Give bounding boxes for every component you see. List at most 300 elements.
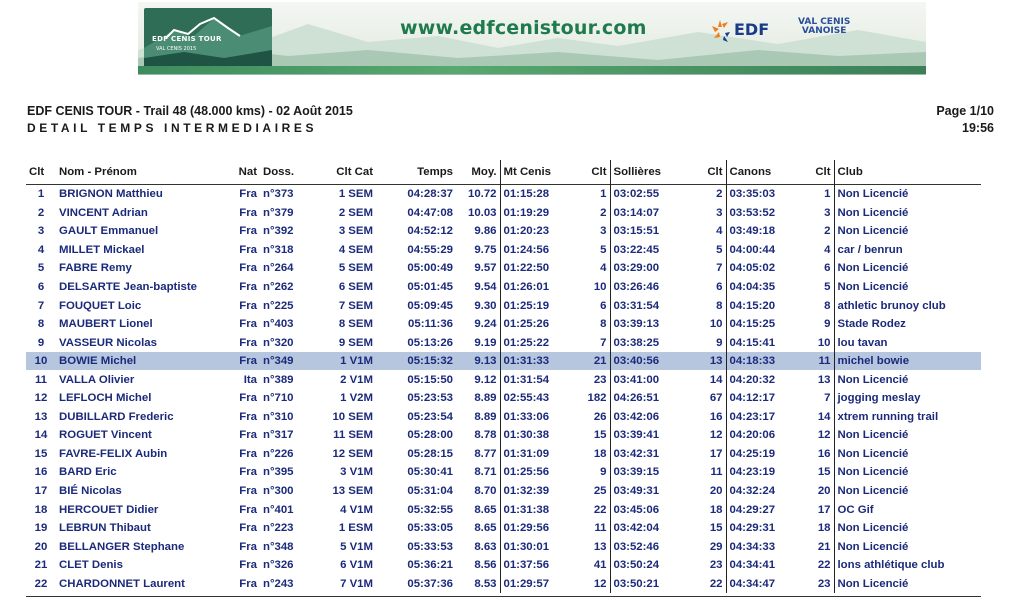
table-row xyxy=(26,185,981,204)
split-canons-cell: 04:29:31 xyxy=(726,519,806,538)
split-canons-cell: 04:32:24 xyxy=(726,482,806,501)
split-canons-cell: 04:23:19 xyxy=(726,463,806,482)
table-row xyxy=(26,556,981,575)
nationality-cell: Fra xyxy=(224,352,260,371)
runner-name-cell: VINCENT Adrian xyxy=(59,206,148,219)
rank-canons-cell: 5 xyxy=(824,281,831,293)
club-name-cell: Non Licencié xyxy=(834,574,981,593)
split-mt-cenis-cell: 01:33:06 xyxy=(500,408,582,427)
rank-cell: 13 xyxy=(34,410,48,423)
rank-mt-cenis-cell: 5 xyxy=(600,243,607,256)
average-speed-cell: 9.57 xyxy=(474,262,497,275)
average-speed-cell: 8.89 xyxy=(474,392,497,405)
category-rank-cell: 12 SEM xyxy=(332,447,373,460)
rank-canons-cell: 22 xyxy=(817,559,831,572)
bib-number-cell: n°226 xyxy=(263,447,294,460)
bib-number-cell: n°223 xyxy=(263,522,294,535)
table-row xyxy=(26,500,981,519)
category-rank-cell: 3 SEM xyxy=(338,225,373,238)
rank-canons-cell: 2 xyxy=(824,225,831,238)
rank-canons-cell: 10 xyxy=(817,336,831,349)
nationality-cell: Fra xyxy=(239,540,257,553)
nationality-cell: Fra xyxy=(239,225,257,238)
category-rank-cell: 2 V1M xyxy=(340,373,373,386)
runner-name-cell: ROGUET Vincent xyxy=(59,429,152,442)
nationality-cell: Fra xyxy=(239,410,257,423)
split-sollieres-cell: 03:50:21 xyxy=(610,574,698,593)
finish-time-cell: 05:36:21 xyxy=(407,559,453,572)
club-name-cell: car / benrun xyxy=(834,241,981,260)
runner-name-cell: BOWIE Michel xyxy=(56,352,224,371)
finish-time-cell: 05:00:49 xyxy=(407,262,453,275)
col-header-nat: Nat xyxy=(238,166,257,178)
split-sollieres-cell: 03:39:15 xyxy=(610,463,698,482)
runner-name-cell: VASSEUR Nicolas xyxy=(59,336,157,349)
rank-canons-cell: 1 xyxy=(824,188,831,201)
col-header-mt-cenis: Mt Cenis xyxy=(500,160,582,185)
club-name-cell: Stade Rodez xyxy=(834,315,981,334)
category-rank-cell: 5 SEM xyxy=(338,262,373,275)
nationality-cell: Fra xyxy=(239,299,257,312)
bib-number-cell: n°349 xyxy=(260,352,312,371)
rank-canons-cell: 9 xyxy=(824,318,831,331)
nationality-cell: Fra xyxy=(239,188,257,201)
rank-sollieres-cell: 10 xyxy=(709,318,723,331)
finish-time-cell: 05:31:04 xyxy=(407,485,453,498)
category-rank-cell: 3 V1M xyxy=(340,466,373,479)
results-table xyxy=(26,160,981,593)
rank-mt-cenis-cell: 15 xyxy=(593,429,607,442)
rank-canons-cell: 23 xyxy=(817,577,831,590)
category-rank-cell: 4 V1M xyxy=(340,503,373,516)
split-mt-cenis-cell: 01:20:23 xyxy=(500,222,582,241)
rank-sollieres-cell: 67 xyxy=(709,392,723,405)
category-rank-cell: 7 SEM xyxy=(338,299,373,312)
rank-cell: 19 xyxy=(34,522,48,535)
rank-mt-cenis-cell: 41 xyxy=(593,559,607,572)
split-mt-cenis-cell: 01:19:29 xyxy=(500,204,582,223)
split-mt-cenis-cell: 01:29:56 xyxy=(500,519,582,538)
col-header-temps: Temps xyxy=(417,166,453,178)
rank-mt-cenis-cell: 7 xyxy=(600,336,607,349)
table-header-row xyxy=(26,160,981,185)
split-canons-cell: 04:25:19 xyxy=(726,445,806,464)
runner-name-cell: LEBRUN Thibaut xyxy=(59,522,151,535)
runner-name-cell: FAVRE-FELIX Aubin xyxy=(59,447,168,460)
bib-number-cell: n°403 xyxy=(263,318,294,331)
rank-cell: 9 xyxy=(37,336,45,349)
split-sollieres-cell: 03:02:55 xyxy=(610,185,698,204)
print-time: 19:56 xyxy=(962,121,994,135)
col-header-clt: Clt xyxy=(29,166,45,178)
table-row xyxy=(26,259,981,278)
split-mt-cenis-cell: 01:25:19 xyxy=(500,296,582,315)
split-sollieres-cell: 03:26:46 xyxy=(610,278,698,297)
runner-name-cell: FOUQUET Loic xyxy=(59,299,142,312)
average-speed-cell: 9.75 xyxy=(474,243,497,256)
rank-sollieres-cell: 29 xyxy=(709,540,723,553)
split-mt-cenis-cell: 01:31:33 xyxy=(500,352,582,371)
rank-canons-cell: 18 xyxy=(817,522,831,535)
split-mt-cenis-cell: 01:31:54 xyxy=(500,370,582,389)
runner-name-cell: BRIGNON Matthieu xyxy=(59,188,163,201)
rank-sollieres-cell: 2 xyxy=(716,188,723,201)
nationality-cell: Fra xyxy=(239,429,257,442)
finish-time-cell: 05:15:32 xyxy=(376,352,456,371)
split-sollieres-cell: 03:50:24 xyxy=(610,556,698,575)
rank-cell: 16 xyxy=(34,466,48,479)
rank-sollieres-cell: 23 xyxy=(709,559,723,572)
banner-bottom-bar xyxy=(138,66,926,74)
bib-number-cell: n°317 xyxy=(263,429,294,442)
runner-name-cell: FABRE Remy xyxy=(59,262,132,275)
split-mt-cenis-cell: 01:24:56 xyxy=(500,241,582,260)
finish-time-cell: 05:37:36 xyxy=(407,577,453,590)
runner-name-cell: DUBILLARD Frederic xyxy=(59,410,174,423)
rank-cell: 4 xyxy=(37,243,45,256)
table-row xyxy=(26,352,981,371)
split-mt-cenis-cell: 01:26:01 xyxy=(500,278,582,297)
rank-mt-cenis-cell: 10 xyxy=(593,281,607,293)
category-rank-cell: 7 V1M xyxy=(340,577,373,590)
finish-time-cell: 05:28:00 xyxy=(407,429,453,442)
average-speed-cell: 8.78 xyxy=(474,429,497,442)
rank-mt-cenis-cell: 182 xyxy=(587,392,607,405)
club-name-cell: Non Licencié xyxy=(834,519,981,538)
nationality-cell: Fra xyxy=(239,281,257,293)
nationality-cell: Fra xyxy=(239,336,257,349)
bib-number-cell: n°310 xyxy=(263,410,294,423)
table-row xyxy=(26,482,981,501)
runner-name-cell: LEFLOCH Michel xyxy=(59,392,152,405)
nationality-cell: Fra xyxy=(239,466,257,479)
rank-canons-cell: 20 xyxy=(817,485,831,498)
split-mt-cenis-cell: 01:37:56 xyxy=(500,556,582,575)
nationality-cell: Fra xyxy=(239,577,257,590)
split-sollieres-cell: 03:41:00 xyxy=(610,370,698,389)
finish-time-cell: 05:33:53 xyxy=(407,540,453,553)
split-canons-cell: 04:15:25 xyxy=(726,315,806,334)
rank-sollieres-cell: 8 xyxy=(716,299,723,312)
rank-cell: 14 xyxy=(34,429,48,442)
rank-canons-cell: 14 xyxy=(817,410,831,423)
nationality-cell: Fra xyxy=(239,318,257,331)
split-canons-cell: 04:18:33 xyxy=(726,352,806,371)
club-name-cell: lons athlétique club xyxy=(834,556,981,575)
table-row xyxy=(26,426,981,445)
rank-cell: 17 xyxy=(34,485,48,498)
club-name-cell: Non Licencié xyxy=(834,426,981,445)
rank-sollieres-cell: 16 xyxy=(709,410,723,423)
split-sollieres-cell: 03:39:41 xyxy=(610,426,698,445)
rank-canons-cell: 13 xyxy=(817,373,831,386)
club-name-cell: Non Licencié xyxy=(834,185,981,204)
runner-name-cell: BELLANGER Stephane xyxy=(59,540,185,553)
rank-sollieres-cell: 3 xyxy=(716,206,723,219)
split-mt-cenis-cell: 01:32:39 xyxy=(500,482,582,501)
split-sollieres-cell: 03:22:45 xyxy=(610,241,698,260)
rank-sollieres-cell: 17 xyxy=(709,447,723,460)
col-header-clt-can: Clt xyxy=(815,166,831,178)
split-canons-cell: 04:20:06 xyxy=(726,426,806,445)
split-canons-cell: 04:34:47 xyxy=(726,574,806,593)
rank-canons-cell: 6 xyxy=(824,262,831,275)
finish-time-cell: 04:55:29 xyxy=(407,243,453,256)
rank-mt-cenis-cell: 1 xyxy=(600,188,607,201)
category-rank-cell: 2 SEM xyxy=(338,206,373,219)
club-name-cell: Non Licencié xyxy=(834,259,981,278)
rank-sollieres-cell: 14 xyxy=(709,373,723,386)
rank-cell: 21 xyxy=(34,559,48,572)
split-sollieres-cell: 03:31:54 xyxy=(610,296,698,315)
split-canons-cell: 03:35:03 xyxy=(726,185,806,204)
average-speed-cell: 9.24 xyxy=(474,318,497,331)
split-sollieres-cell: 03:42:06 xyxy=(610,408,698,427)
split-mt-cenis-cell: 01:25:22 xyxy=(500,333,582,352)
category-rank-cell: 8 SEM xyxy=(338,318,373,331)
average-speed-cell: 8.65 xyxy=(474,503,497,516)
rank-sollieres-cell: 20 xyxy=(709,485,723,498)
rank-sollieres-cell: 15 xyxy=(709,522,723,535)
rank-sollieres-cell: 22 xyxy=(709,577,723,590)
rank-mt-cenis-cell: 25 xyxy=(593,485,607,498)
average-speed-cell: 8.63 xyxy=(474,540,497,553)
nationality-cell: Fra xyxy=(239,522,257,535)
rank-sollieres-cell: 7 xyxy=(716,262,723,275)
table-row xyxy=(26,574,981,593)
club-name-cell: Non Licencié xyxy=(834,537,981,556)
val-cenis-line2: VANOISE xyxy=(801,26,847,36)
col-header-clt-sol: Clt xyxy=(707,166,723,178)
split-canons-cell: 04:15:41 xyxy=(726,333,806,352)
club-name-cell: Non Licencié xyxy=(834,222,981,241)
runner-name-cell: DELSARTE Jean-baptiste xyxy=(59,281,197,293)
logo-text: EDF CENIS TOUR xyxy=(152,35,222,43)
category-rank-cell: 1 V2M xyxy=(340,392,373,405)
report-subtitle: DETAIL TEMPS INTERMEDIAIRES xyxy=(27,121,318,135)
club-name-cell: xtrem running trail xyxy=(834,408,981,427)
split-canons-cell: 03:49:18 xyxy=(726,222,806,241)
finish-time-cell: 04:28:37 xyxy=(407,188,453,201)
average-speed-cell: 9.19 xyxy=(474,336,497,349)
average-speed-cell: 9.12 xyxy=(474,373,497,386)
rank-sollieres-cell: 18 xyxy=(709,503,723,516)
category-rank-cell: 5 V1M xyxy=(340,540,373,553)
col-header-clt-mt: Clt xyxy=(591,166,607,178)
finish-time-cell: 05:11:36 xyxy=(408,318,453,331)
rank-cell: 18 xyxy=(34,503,48,516)
finish-time-cell: 05:23:53 xyxy=(407,392,453,405)
split-canons-cell: 04:04:35 xyxy=(726,278,806,297)
category-rank-cell: 6 V1M xyxy=(340,559,373,572)
rank-sollieres-cell: 11 xyxy=(710,466,723,479)
split-sollieres-cell: 03:39:13 xyxy=(610,315,698,334)
club-name-cell: michel bowie xyxy=(834,352,981,371)
runner-name-cell: MILLET Mickael xyxy=(59,243,145,256)
category-rank-cell: 4 SEM xyxy=(338,243,373,256)
nationality-cell: Fra xyxy=(239,559,257,572)
rank-cell: 11 xyxy=(34,373,48,386)
split-canons-cell: 04:29:27 xyxy=(726,500,806,519)
rank-cell: 3 xyxy=(37,225,45,238)
split-mt-cenis-cell: 01:29:57 xyxy=(500,574,582,593)
finish-time-cell: 05:23:54 xyxy=(407,410,453,423)
category-rank-cell: 1 SEM xyxy=(338,188,373,201)
rank-canons-cell: 16 xyxy=(817,447,831,460)
rank-canons-cell: 11 xyxy=(806,352,834,371)
rank-mt-cenis-cell: 26 xyxy=(593,410,607,423)
rank-sollieres-cell: 6 xyxy=(716,281,723,293)
table-row xyxy=(26,370,981,389)
runner-name-cell: BIÉ Nicolas xyxy=(59,485,122,498)
nationality-cell: Fra xyxy=(239,485,257,498)
finish-time-cell: 04:52:12 xyxy=(407,225,453,238)
club-name-cell: OC Gif xyxy=(834,500,981,519)
nationality-cell: Fra xyxy=(239,206,257,219)
bib-number-cell: n°395 xyxy=(263,466,294,479)
finish-time-cell: 05:01:45 xyxy=(407,281,453,293)
club-name-cell: Non Licencié xyxy=(834,482,981,501)
rank-sollieres-cell: 4 xyxy=(716,225,723,238)
nationality-cell: Fra xyxy=(239,503,257,516)
split-mt-cenis-cell: 01:30:38 xyxy=(500,426,582,445)
runner-name-cell: GAULT Emmanuel xyxy=(59,225,159,238)
split-canons-cell: 04:12:17 xyxy=(726,389,806,408)
nationality-cell: Fra xyxy=(239,262,257,275)
average-speed-cell: 8.53 xyxy=(474,577,497,590)
table-row xyxy=(26,537,981,556)
rank-canons-cell: 7 xyxy=(824,392,831,405)
average-speed-cell: 10.72 xyxy=(467,188,497,201)
rank-sollieres-cell: 13 xyxy=(698,352,726,371)
rank-mt-cenis-cell: 3 xyxy=(600,225,607,238)
val-cenis-line1: VAL CENIS xyxy=(798,17,851,27)
average-speed-cell: 10.03 xyxy=(467,206,497,219)
split-sollieres-cell: 03:14:07 xyxy=(610,204,698,223)
club-name-cell: Non Licencié xyxy=(834,278,981,297)
split-sollieres-cell: 03:40:56 xyxy=(610,352,698,371)
rank-mt-cenis-cell: 2 xyxy=(600,206,607,219)
split-canons-cell: 03:53:52 xyxy=(726,204,806,223)
finish-time-cell: 04:47:08 xyxy=(407,206,453,219)
finish-time-cell: 05:13:26 xyxy=(407,336,453,349)
nationality-cell: Ita xyxy=(243,373,257,386)
rank-cell: 22 xyxy=(34,577,48,590)
average-speed-cell: 9.54 xyxy=(474,281,497,293)
category-rank-cell: 10 SEM xyxy=(332,410,373,423)
runner-name-cell: MAUBERT Lionel xyxy=(59,318,153,331)
website-url[interactable]: www.edfcenistour.com xyxy=(400,17,647,39)
runner-name-cell: BARD Eric xyxy=(59,466,117,479)
rank-mt-cenis-cell: 11 xyxy=(594,522,607,535)
table-bottom-rule xyxy=(26,596,981,597)
rank-cell: 15 xyxy=(34,447,48,460)
bib-number-cell: n°379 xyxy=(263,206,294,219)
club-name-cell: jogging meslay xyxy=(834,389,981,408)
club-name-cell: Non Licencié xyxy=(834,370,981,389)
table-row xyxy=(26,296,981,315)
rank-sollieres-cell: 5 xyxy=(716,243,723,256)
finish-time-cell: 05:30:41 xyxy=(407,466,453,479)
col-header-name: Nom - Prénom xyxy=(59,166,137,178)
split-canons-cell: 04:20:32 xyxy=(726,370,806,389)
split-sollieres-cell: 03:29:00 xyxy=(610,259,698,278)
split-sollieres-cell: 03:42:04 xyxy=(610,519,698,538)
val-cenis-logo xyxy=(798,18,850,36)
split-sollieres-cell: 04:26:51 xyxy=(610,389,698,408)
finish-time-cell: 05:32:55 xyxy=(407,503,453,516)
bib-number-cell: n°389 xyxy=(263,373,294,386)
split-sollieres-cell: 03:38:25 xyxy=(610,333,698,352)
runner-name-cell: CLET Denis xyxy=(59,559,123,572)
rank-canons-cell: 8 xyxy=(824,299,831,312)
bib-number-cell: n°373 xyxy=(263,188,294,201)
club-name-cell: Non Licencié xyxy=(834,204,981,223)
rank-mt-cenis-cell: 13 xyxy=(593,540,607,553)
average-speed-cell: 8.70 xyxy=(474,485,497,498)
finish-time-cell: 05:09:45 xyxy=(407,299,453,312)
average-speed-cell: 9.86 xyxy=(474,225,497,238)
rank-mt-cenis-cell: 12 xyxy=(593,577,607,590)
table-row xyxy=(26,204,981,223)
split-mt-cenis-cell: 01:22:50 xyxy=(500,259,582,278)
split-canons-cell: 04:34:33 xyxy=(726,537,806,556)
header-banner xyxy=(138,2,926,75)
col-header-moy: Moy. xyxy=(471,166,497,178)
bib-number-cell: n°392 xyxy=(263,225,294,238)
rank-mt-cenis-cell: 6 xyxy=(600,299,607,312)
rank-cell: 5 xyxy=(37,262,45,275)
rank-cell: 12 xyxy=(34,392,48,405)
bib-number-cell: n°401 xyxy=(263,503,294,516)
rank-mt-cenis-cell: 23 xyxy=(593,373,607,386)
bib-number-cell: n°243 xyxy=(263,577,294,590)
rank-canons-cell: 3 xyxy=(824,206,831,219)
category-rank-cell: 11 SEM xyxy=(333,429,373,442)
bib-number-cell: n°710 xyxy=(263,392,294,405)
bib-number-cell: n°348 xyxy=(263,540,294,553)
bib-number-cell: n°318 xyxy=(263,243,294,256)
rank-mt-cenis-cell: 8 xyxy=(600,318,607,331)
col-header-clt-cat: Clt Cat xyxy=(336,166,373,178)
split-canons-cell: 04:00:44 xyxy=(726,241,806,260)
split-mt-cenis-cell: 01:30:01 xyxy=(500,537,582,556)
rank-cell: 10 xyxy=(26,352,56,371)
page-number: Page 1/10 xyxy=(936,104,994,118)
rank-sollieres-cell: 12 xyxy=(709,429,723,442)
rank-canons-cell: 17 xyxy=(817,503,831,516)
col-header-sollieres: Sollières xyxy=(610,160,698,185)
split-mt-cenis-cell: 01:31:38 xyxy=(500,500,582,519)
split-mt-cenis-cell: 02:55:43 xyxy=(500,389,582,408)
table-row xyxy=(26,315,981,334)
bib-number-cell: n°326 xyxy=(263,559,294,572)
rank-canons-cell: 15 xyxy=(817,466,831,479)
average-speed-cell: 9.30 xyxy=(474,299,497,312)
finish-time-cell: 05:15:50 xyxy=(407,373,453,386)
rank-mt-cenis-cell: 9 xyxy=(600,466,607,479)
average-speed-cell: 8.71 xyxy=(474,466,497,479)
nationality-cell: Fra xyxy=(239,243,257,256)
rank-mt-cenis-cell: 18 xyxy=(593,447,607,460)
edf-brand-text: EDF xyxy=(734,20,770,39)
bib-number-cell: n°264 xyxy=(263,262,294,275)
rank-cell: 2 xyxy=(37,206,45,219)
split-canons-cell: 04:15:20 xyxy=(726,296,806,315)
nationality-cell: Fra xyxy=(239,392,257,405)
finish-time-cell: 05:33:05 xyxy=(407,522,453,535)
split-sollieres-cell: 03:52:46 xyxy=(610,537,698,556)
